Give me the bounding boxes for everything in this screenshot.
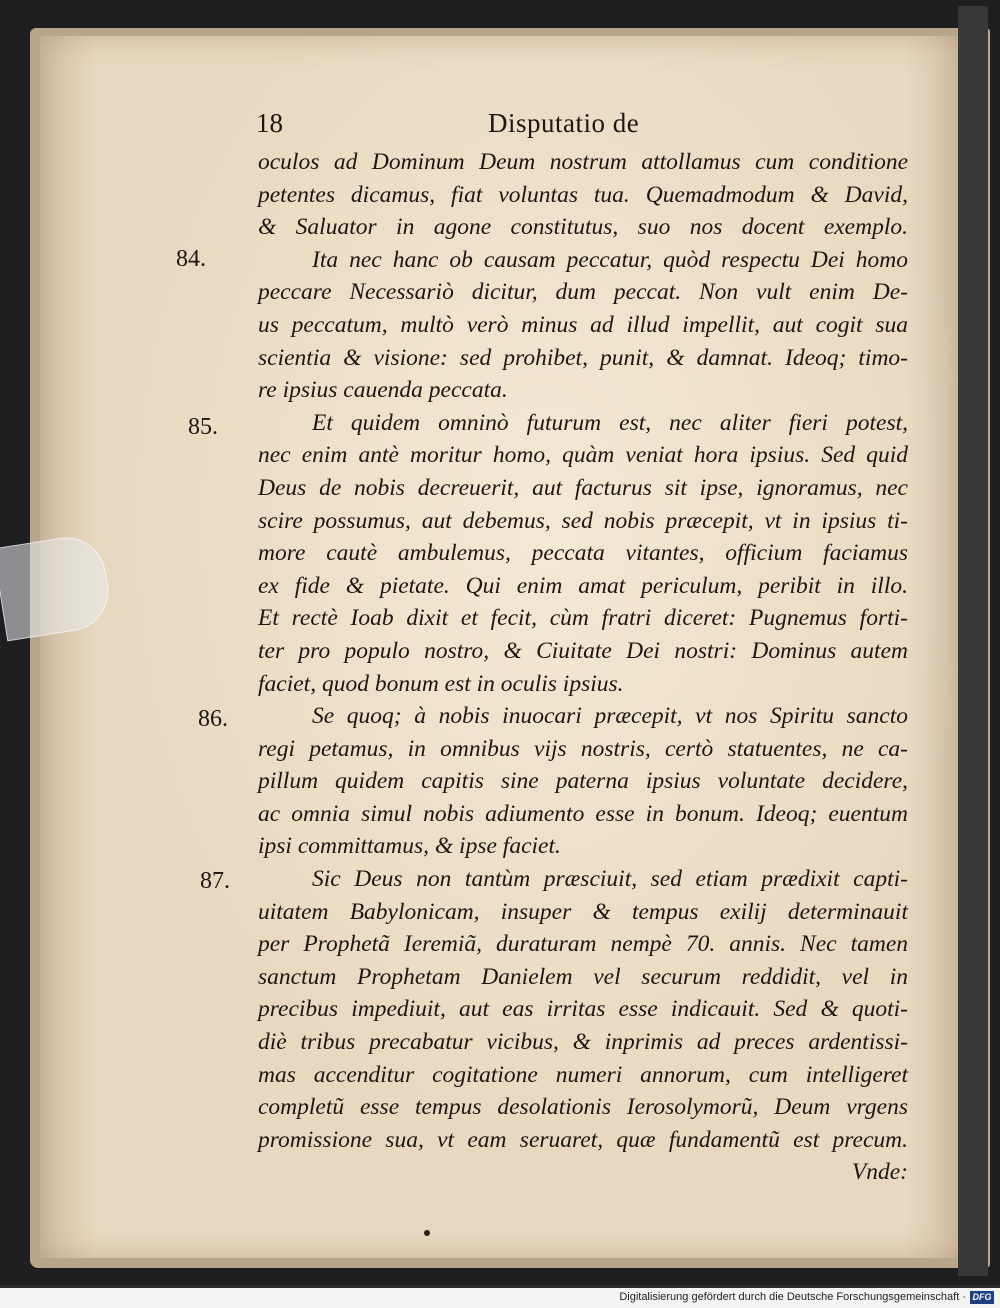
text-line: sanctum Prophetam Danielem vel securum reddidit, vel in <box>258 963 908 990</box>
page-header <box>0 108 1000 144</box>
text-line: peccare Necessariò dicitur, dum peccat. Non vult enim De- <box>258 279 908 306</box>
text-line: Ita nec hanc ob causam peccatur, quòd respectu Dei homo <box>312 246 908 273</box>
text-line: promissione sua, vt eam seruaret, quæ fundamentũ est precum. <box>258 1126 908 1153</box>
text-line: Et quidem omninò futurum est, nec aliter fieri potest, <box>312 409 908 436</box>
binding-strip <box>958 6 988 1276</box>
paragraph-number-85: 85. <box>188 414 218 440</box>
paragraph-number-84: 84. <box>176 246 206 272</box>
text-line: faciet, quod bonum est in oculis ipsius. <box>258 670 624 697</box>
text-line: regi petamus, in omnibus vijs nostris, certò statuentes, ne ca- <box>258 735 908 762</box>
text-line: Se quoq; à nobis inuocari præcepit, vt nos Spiritu sancto <box>312 703 908 730</box>
text-line: Sic Deus non tantùm præsciuit, sed etiam prædixit capti- <box>312 866 908 893</box>
text-line: precibus impediuit, aut eas irritas esse indicauit. Sed & quoti- <box>258 996 908 1023</box>
page-number: 18 <box>256 108 283 138</box>
paragraph-number-86: 86. <box>198 706 228 732</box>
text-line: completũ esse tempus desolationis Ierosolymorũ, Deum vrgens <box>258 1094 908 1121</box>
text-line: re ipsius cauenda peccata. <box>258 377 508 404</box>
text-line: mas accenditur cogitatione numeri annorum, cum intelligeret <box>258 1061 908 1088</box>
body-text <box>258 146 908 1189</box>
text-line: petentes dicamus, fiat voluntas tua. Quemadmodum & David, <box>258 181 908 208</box>
paragraph-number-87: 87. <box>200 868 230 894</box>
text-line: ex fide & pietate. Qui enim amat periculum, peribit in illo. <box>258 572 908 599</box>
text-line: & Saluator in agone constitutus, suo nos docent exemplo. <box>258 214 908 241</box>
text-line: Deus de nobis decreuerit, aut facturus sit ipse, ignoramus, nec <box>258 474 908 501</box>
text-line: more cautè ambulemus, peccata vitantes, officium faciamus <box>258 540 908 567</box>
text-line: diè tribus precabatur vicibus, & inprimis ad preces ardentissi- <box>258 1029 908 1056</box>
funding-notice: Digitalisierung gefördert durch die Deutsche Forschungsgemeinschaft · <box>619 1291 966 1303</box>
text-line: us peccatum, multò verò minus ad illud impellit, aut cogit sua <box>258 311 908 338</box>
text-line: scientia & visione: sed prohibet, punit, & damnat. Ideoq; timo- <box>258 344 908 371</box>
text-line: per Prophetã Ieremiã, duraturam nempè 70. annis. Nec tamen <box>258 931 908 958</box>
text-line: nec enim antè moritur homo, quàm veniat hora ipsius. Sed quid <box>258 442 908 469</box>
text-line: scire possumus, aut debemus, sed nobis præcepit, vt in ipsius ti- <box>258 507 908 534</box>
text-line: uitatem Babylonicam, insuper & tempus exilij determinauit <box>258 898 908 925</box>
footer-bar <box>0 1288 1000 1308</box>
running-title: Disputatio de <box>488 108 640 138</box>
text-line: ac omnia simul nobis adiumento esse in bonum. Ideoq; euentum <box>258 800 908 827</box>
text-line: pillum quidem capitis sine paterna ipsius voluntate decidere, <box>258 768 908 795</box>
text-line: oculos ad Dominum Deum nostrum attollamus cum conditione <box>258 149 908 175</box>
text-line: ipsi committamus, & ipse faciet. <box>258 833 561 860</box>
text-line: Et rectè Ioab dixit et fecit, cùm fratri diceret: Pugnemus forti- <box>258 605 908 632</box>
ink-smudge <box>424 1230 430 1236</box>
catchword: Vnde: <box>851 1159 908 1186</box>
dfg-logo-icon: DFG <box>970 1291 994 1304</box>
text-line: ter pro populo nostro, & Ciuitate Dei nostri: Dominus autem <box>258 637 908 664</box>
